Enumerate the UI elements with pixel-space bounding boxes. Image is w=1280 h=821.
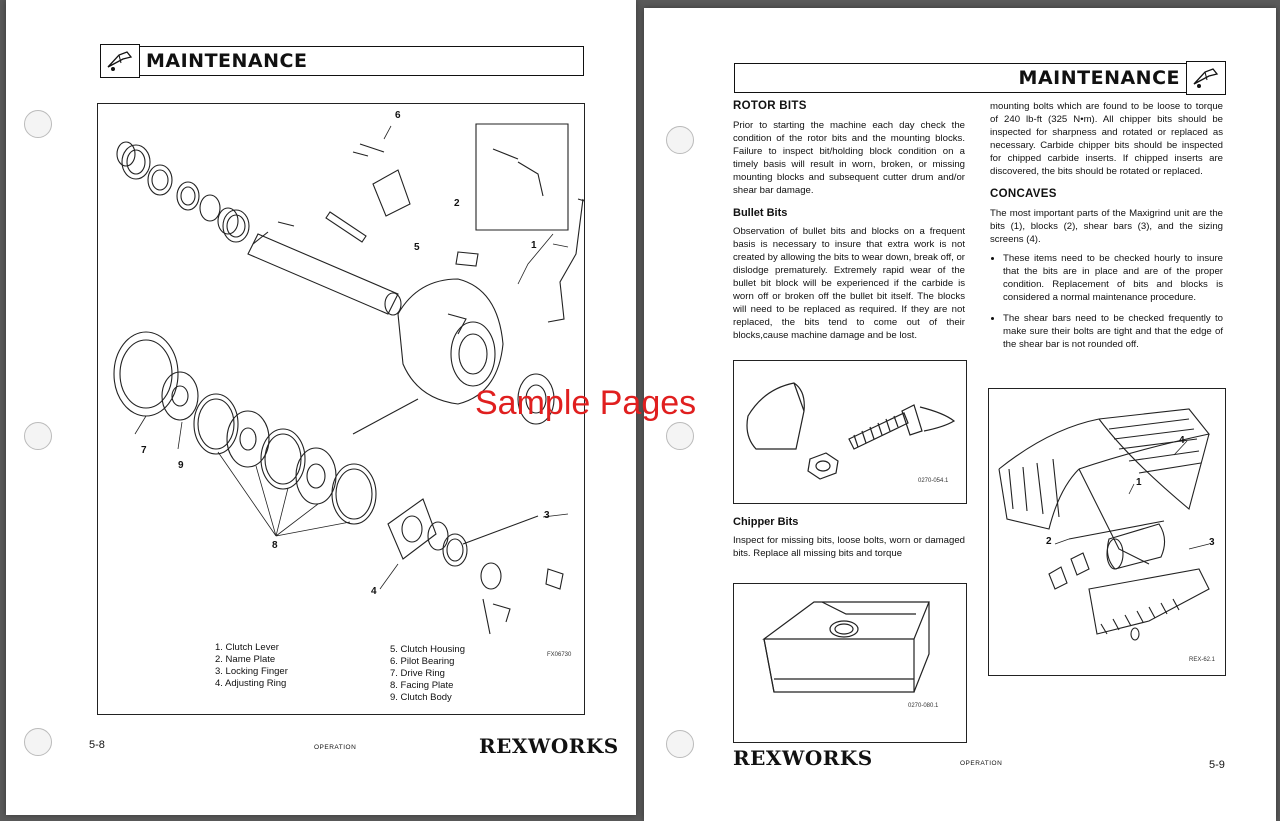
legend-item: 4. Adjusting Ring: [215, 678, 287, 689]
callout-3: 3: [1209, 537, 1215, 548]
rotor-bits-body: Prior to starting the machine each day check the condition of the rotor bits and the mounting blocks. Failure to inspect bit/holding block condition on a timely basis will result in worn, broken, or missing mounting blocks and subsequent cutter drum and/or shear bar damage.: [733, 120, 965, 196]
callout-8: 8: [272, 540, 278, 551]
callout-6: 6: [395, 110, 401, 121]
callout-2: 2: [454, 198, 460, 209]
right-header-bar: [734, 63, 1226, 93]
bullet-bits-heading: Bullet Bits: [733, 207, 788, 219]
legend-right: [390, 644, 465, 704]
chipper-bits-continuation: mounting bolts which are found to be loose to torque of 240 lb-ft (325 N•m). All chipper bits should be inspected for sharpness and rotated or replaced as necessary. Carbide chipper bits should be inspected for chipped carbide inserts. If chipped inserts are discovered, the bits should be rotated or replaced.: [990, 101, 1223, 177]
punch-hole: [24, 728, 52, 756]
callout-1: 1: [1136, 477, 1142, 488]
legend-item: 5. Clutch Housing: [390, 644, 465, 655]
legend-item: 3. Locking Finger: [215, 666, 288, 677]
chipper-bit-figure: [733, 583, 967, 743]
footer-section: OPERATION: [314, 744, 357, 751]
legend-item: 7. Drive Ring: [390, 668, 445, 679]
concaves-heading: CONCAVES: [990, 188, 1057, 200]
maintenance-logo-icon: [100, 44, 140, 78]
callout-1: 1: [531, 240, 537, 251]
concaves-bullet-list: [990, 252, 1223, 351]
callout-2: 2: [1046, 536, 1052, 547]
page-number: 5-9: [1209, 759, 1225, 771]
figure-code: FX06730: [547, 652, 572, 658]
chipper-bit-drawing: [734, 584, 966, 742]
callout-3: 3: [544, 510, 550, 521]
column-right: [990, 100, 1223, 359]
maintenance-logo-icon: [1186, 61, 1226, 95]
legend-item: 2. Name Plate: [215, 654, 276, 665]
figure-code: REX-62.1: [1189, 657, 1216, 663]
list-item: • The shear bars need to be checked frequently to make sure their bolts are tight and that the edge of the shear bar is not rounded off.: [1003, 312, 1223, 351]
legend-item: 9. Clutch Body: [390, 692, 452, 703]
sample-pages-watermark: Sample Pages: [475, 384, 697, 422]
bullet-bit-figure: [733, 360, 967, 504]
callout-5: 5: [414, 242, 420, 253]
punch-hole: [666, 422, 694, 450]
punch-hole: [24, 110, 52, 138]
concaves-figure: [988, 388, 1226, 676]
punch-hole: [666, 126, 694, 154]
column-left: [733, 100, 965, 348]
callout-9: 9: [178, 460, 184, 471]
rotor-bits-heading: ROTOR BITS: [733, 100, 807, 112]
left-header-bar: [100, 46, 584, 76]
list-item: • These items need to be checked hourly to insure that the bits are in place and are of the proper condition. Replacement of bits and blocks is considered a normal maintenance procedure.: [1003, 252, 1223, 304]
figure-code: 0270-054.1: [918, 478, 949, 484]
chipper-bits-section: [733, 516, 965, 566]
page-number: 5-8: [89, 739, 105, 751]
concaves-body: The most important parts of the Maxigrind unit are the bits (1), blocks (2), shear bars (3), and the sizing screens (4).: [990, 208, 1223, 245]
punch-hole: [24, 422, 52, 450]
footer-section: OPERATION: [960, 760, 1003, 767]
legend-item: 6. Pilot Bearing: [390, 656, 455, 667]
chipper-bits-heading: Chipper Bits: [733, 516, 799, 528]
legend-item: 1. Clutch Lever: [215, 642, 279, 653]
right-page: [644, 8, 1276, 821]
bullet-bits-body: Observation of bullet bits and blocks on a frequent basis is necessary to insure that extra work is not created by allowing the bits to wear down, break off, or dislodge prematurely. Extremely rapid wear of the bullet bit block will be experienced if the carbide is worn off or broken off the bullet bit itself. The blocks will need to be replaced as required. If they are not replaced, the bits tend to come out of their blocks,cause machine damage and be lost.: [733, 226, 965, 341]
legend-item: 8. Facing Plate: [390, 680, 454, 691]
figure-code: 0270-080.1: [908, 703, 939, 709]
brand-logo: REXWORKS: [479, 734, 619, 758]
legend-left: [215, 642, 288, 690]
page-title: MAINTENANCE: [146, 50, 308, 72]
callout-4: 4: [1179, 435, 1185, 446]
page-title: MAINTENANCE: [1018, 67, 1180, 89]
punch-hole: [666, 730, 694, 758]
concaves-drawing: [989, 389, 1225, 675]
brand-logo: REXWORKS: [733, 746, 873, 770]
callout-4: 4: [371, 586, 377, 597]
chipper-bits-body: Inspect for missing bits, loose bolts, worn or damaged bits. Replace all missing bits and torque: [733, 535, 965, 559]
callout-7: 7: [141, 445, 147, 456]
